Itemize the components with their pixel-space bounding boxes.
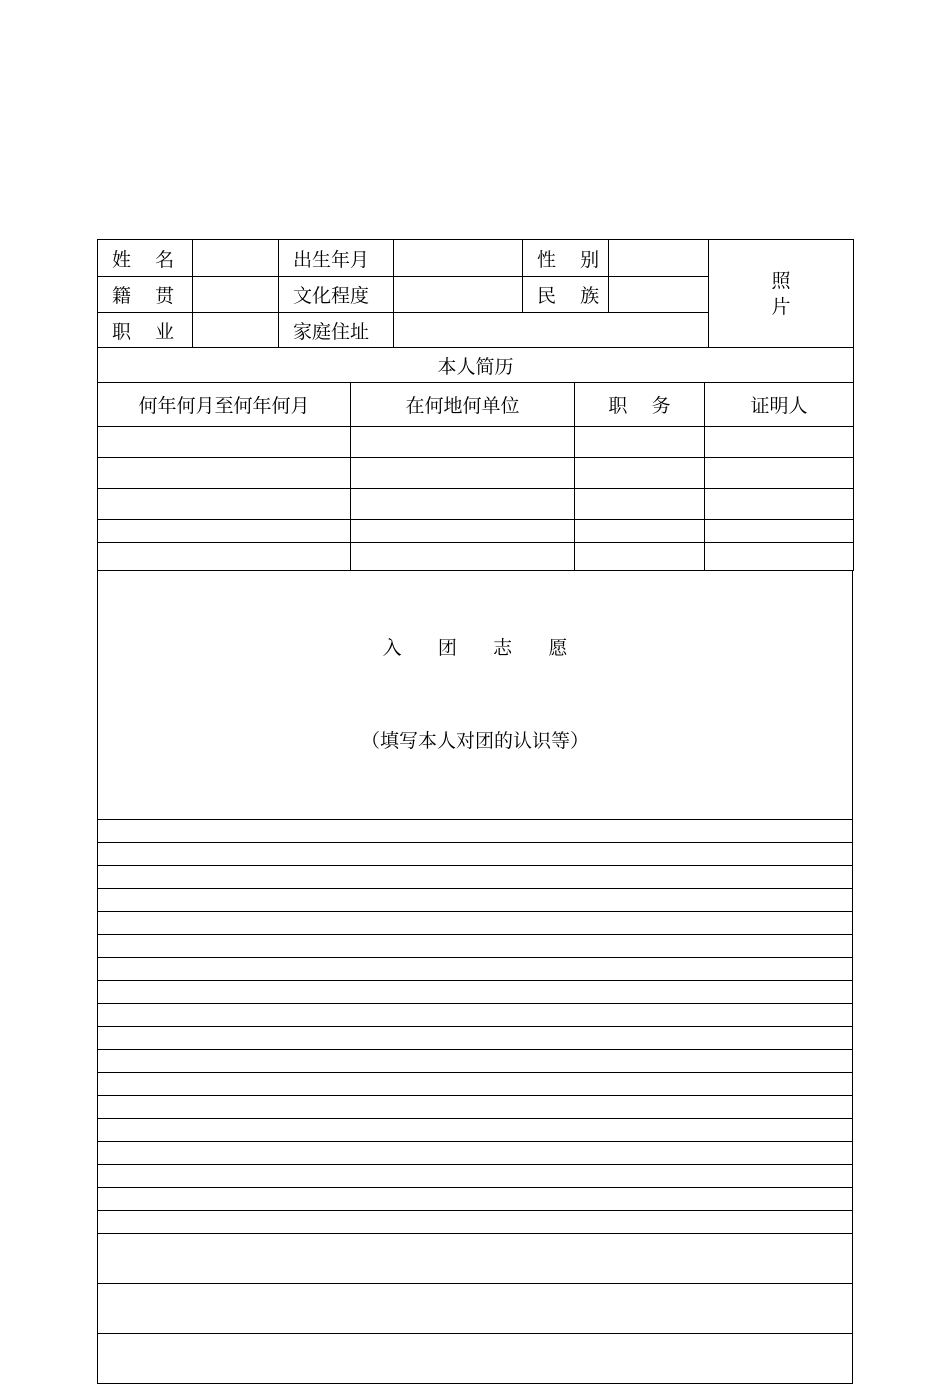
resume-col-period: 何年何月至何年何月 bbox=[98, 383, 351, 427]
name-field[interactable] bbox=[193, 240, 279, 277]
gender-label: 性 别 bbox=[523, 240, 609, 277]
writing-line[interactable] bbox=[98, 1188, 853, 1211]
application-subtitle: （填写本人对团的认识等） bbox=[360, 730, 589, 752]
resume-title: 本人简历 bbox=[98, 348, 854, 383]
resume-row bbox=[98, 489, 854, 520]
application-table bbox=[97, 570, 853, 1384]
resume-cell-period[interactable] bbox=[98, 520, 351, 543]
writing-block[interactable] bbox=[98, 1234, 853, 1284]
resume-cell-position[interactable] bbox=[575, 520, 705, 543]
resume-cell-witness[interactable] bbox=[705, 458, 854, 489]
writing-line[interactable] bbox=[98, 1004, 853, 1027]
writing-block[interactable] bbox=[98, 1284, 853, 1334]
native-place-field[interactable] bbox=[193, 277, 279, 313]
resume-cell-witness[interactable] bbox=[705, 543, 854, 571]
writing-line[interactable] bbox=[98, 1073, 853, 1096]
application-heading bbox=[98, 571, 853, 820]
writing-line[interactable] bbox=[98, 1142, 853, 1165]
resume-cell-position[interactable] bbox=[575, 427, 705, 458]
education-label: 文化程度 bbox=[279, 277, 394, 313]
gender-field[interactable] bbox=[609, 240, 709, 277]
ethnicity-field[interactable] bbox=[609, 277, 709, 313]
writing-line[interactable] bbox=[98, 1119, 853, 1142]
writing-line[interactable] bbox=[98, 820, 853, 843]
resume-row bbox=[98, 520, 854, 543]
resume-row bbox=[98, 427, 854, 458]
writing-line[interactable] bbox=[98, 935, 853, 958]
resume-cell-witness[interactable] bbox=[705, 520, 854, 543]
photo-box[interactable] bbox=[709, 240, 854, 348]
personal-info-table bbox=[97, 239, 854, 348]
writing-line[interactable] bbox=[98, 843, 853, 866]
photo-label-line2: 片 bbox=[771, 295, 791, 318]
birth-date-label: 出生年月 bbox=[279, 240, 394, 277]
photo-label-line1: 照 bbox=[771, 269, 791, 292]
resume-cell-witness[interactable] bbox=[705, 489, 854, 520]
resume-cell-position[interactable] bbox=[575, 543, 705, 571]
writing-line[interactable] bbox=[98, 1050, 853, 1073]
resume-cell-workplace[interactable] bbox=[351, 489, 575, 520]
education-field[interactable] bbox=[394, 277, 523, 313]
writing-block[interactable] bbox=[98, 1334, 853, 1384]
resume-cell-period[interactable] bbox=[98, 458, 351, 489]
resume-cell-period[interactable] bbox=[98, 543, 351, 571]
application-title: 入 团 志 愿 bbox=[382, 637, 568, 659]
address-label: 家庭住址 bbox=[279, 313, 394, 348]
resume-table bbox=[97, 347, 854, 571]
resume-row bbox=[98, 543, 854, 571]
address-field[interactable] bbox=[394, 313, 709, 348]
writing-line[interactable] bbox=[98, 889, 853, 912]
writing-line[interactable] bbox=[98, 958, 853, 981]
resume-col-workplace: 在何地何单位 bbox=[351, 383, 575, 427]
writing-line[interactable] bbox=[98, 1096, 853, 1119]
occupation-label: 职 业 bbox=[98, 313, 193, 348]
native-place-label: 籍 贯 bbox=[98, 277, 193, 313]
resume-cell-workplace[interactable] bbox=[351, 543, 575, 571]
writing-line[interactable] bbox=[98, 1211, 853, 1234]
resume-row bbox=[98, 458, 854, 489]
birth-date-field[interactable] bbox=[394, 240, 523, 277]
writing-line[interactable] bbox=[98, 912, 853, 935]
resume-cell-workplace[interactable] bbox=[351, 458, 575, 489]
writing-line[interactable] bbox=[98, 866, 853, 889]
resume-col-position: 职 务 bbox=[575, 383, 705, 427]
name-label: 姓 名 bbox=[98, 240, 193, 277]
resume-cell-workplace[interactable] bbox=[351, 520, 575, 543]
resume-cell-position[interactable] bbox=[575, 458, 705, 489]
writing-line[interactable] bbox=[98, 1165, 853, 1188]
league-application-form bbox=[97, 239, 853, 1384]
writing-line[interactable] bbox=[98, 981, 853, 1004]
resume-cell-position[interactable] bbox=[575, 489, 705, 520]
ethnicity-label: 民 族 bbox=[523, 277, 609, 313]
resume-col-witness: 证明人 bbox=[705, 383, 854, 427]
writing-line[interactable] bbox=[98, 1027, 853, 1050]
resume-cell-workplace[interactable] bbox=[351, 427, 575, 458]
resume-cell-witness[interactable] bbox=[705, 427, 854, 458]
resume-cell-period[interactable] bbox=[98, 427, 351, 458]
resume-cell-period[interactable] bbox=[98, 489, 351, 520]
occupation-field[interactable] bbox=[193, 313, 279, 348]
